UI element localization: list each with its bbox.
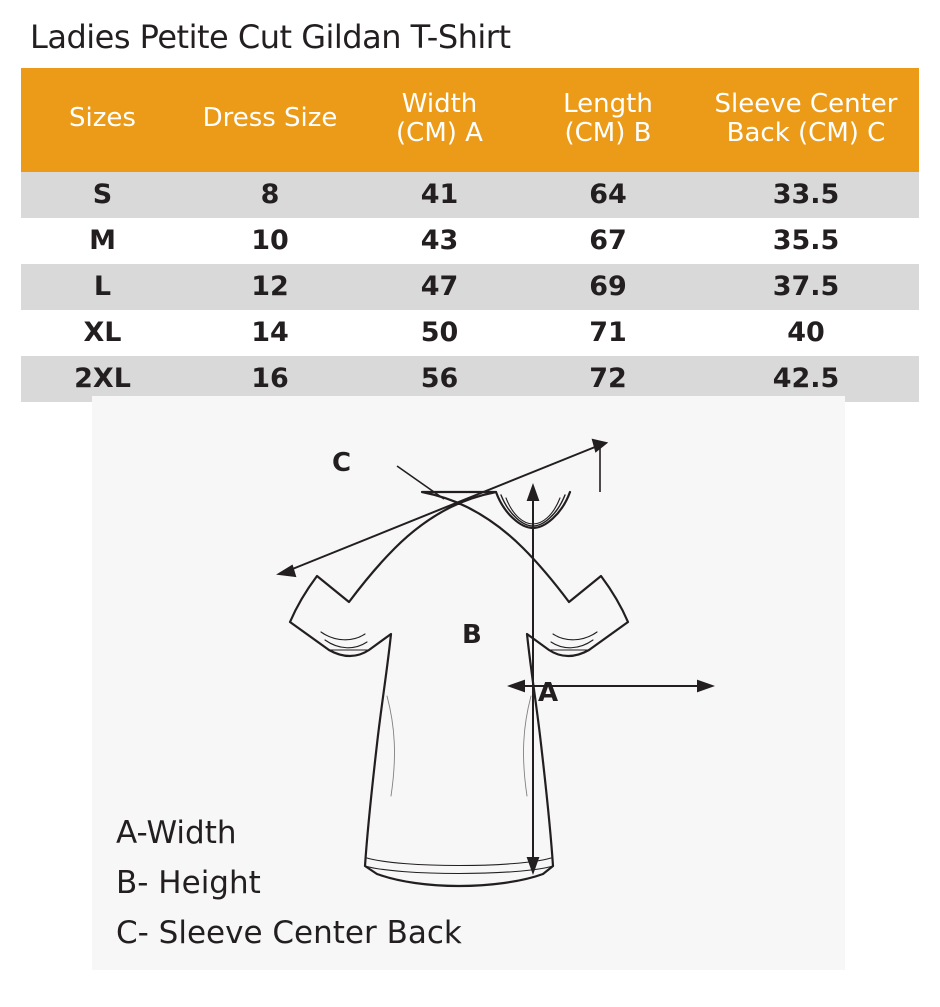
cell-width: 43 <box>356 218 523 264</box>
cell-dress-size: 12 <box>184 264 356 310</box>
cell-length: 64 <box>523 172 693 218</box>
cell-sleeve: 33.5 <box>693 172 919 218</box>
label-b: B <box>462 620 482 650</box>
cell-width: 56 <box>356 356 523 402</box>
cell-size: 2XL <box>21 356 184 402</box>
table-row <box>21 264 919 310</box>
cell-sleeve: 35.5 <box>693 218 919 264</box>
cell-sleeve: 40 <box>693 310 919 356</box>
cell-length: 69 <box>523 264 693 310</box>
table-row <box>21 172 919 218</box>
cell-size: S <box>21 172 184 218</box>
label-c: C <box>332 448 352 478</box>
cell-sleeve: 42.5 <box>693 356 919 402</box>
column-header-dress-size: Dress Size <box>184 68 356 172</box>
column-header-length: Length (CM) B <box>523 68 693 172</box>
cell-dress-size: 8 <box>184 172 356 218</box>
legend-item-a: A-Width <box>116 815 237 851</box>
page-title: Ladies Petite Cut Gildan T-Shirt <box>30 18 511 56</box>
legend-item-b: B- Height <box>116 865 261 901</box>
cell-dress-size: 14 <box>184 310 356 356</box>
cell-dress-size: 10 <box>184 218 356 264</box>
cell-size: L <box>21 264 184 310</box>
label-a: A <box>538 678 559 708</box>
cell-width: 41 <box>356 172 523 218</box>
cell-sleeve: 37.5 <box>693 264 919 310</box>
legend-item-c: C- Sleeve Center Back <box>116 915 462 951</box>
cell-size: M <box>21 218 184 264</box>
table-row <box>21 218 919 264</box>
table-row <box>21 310 919 356</box>
cell-length: 67 <box>523 218 693 264</box>
cell-length: 72 <box>523 356 693 402</box>
cell-length: 71 <box>523 310 693 356</box>
cell-dress-size: 16 <box>184 356 356 402</box>
cell-size: XL <box>21 310 184 356</box>
column-header-width: Width (CM) A <box>356 68 523 172</box>
cell-width: 47 <box>356 264 523 310</box>
table-header-row <box>21 68 919 172</box>
column-header-sleeve-center-back: Sleeve Center Back (CM) C <box>693 68 919 172</box>
cell-width: 50 <box>356 310 523 356</box>
size-chart-table <box>21 68 919 402</box>
column-header-sizes: Sizes <box>21 68 184 172</box>
